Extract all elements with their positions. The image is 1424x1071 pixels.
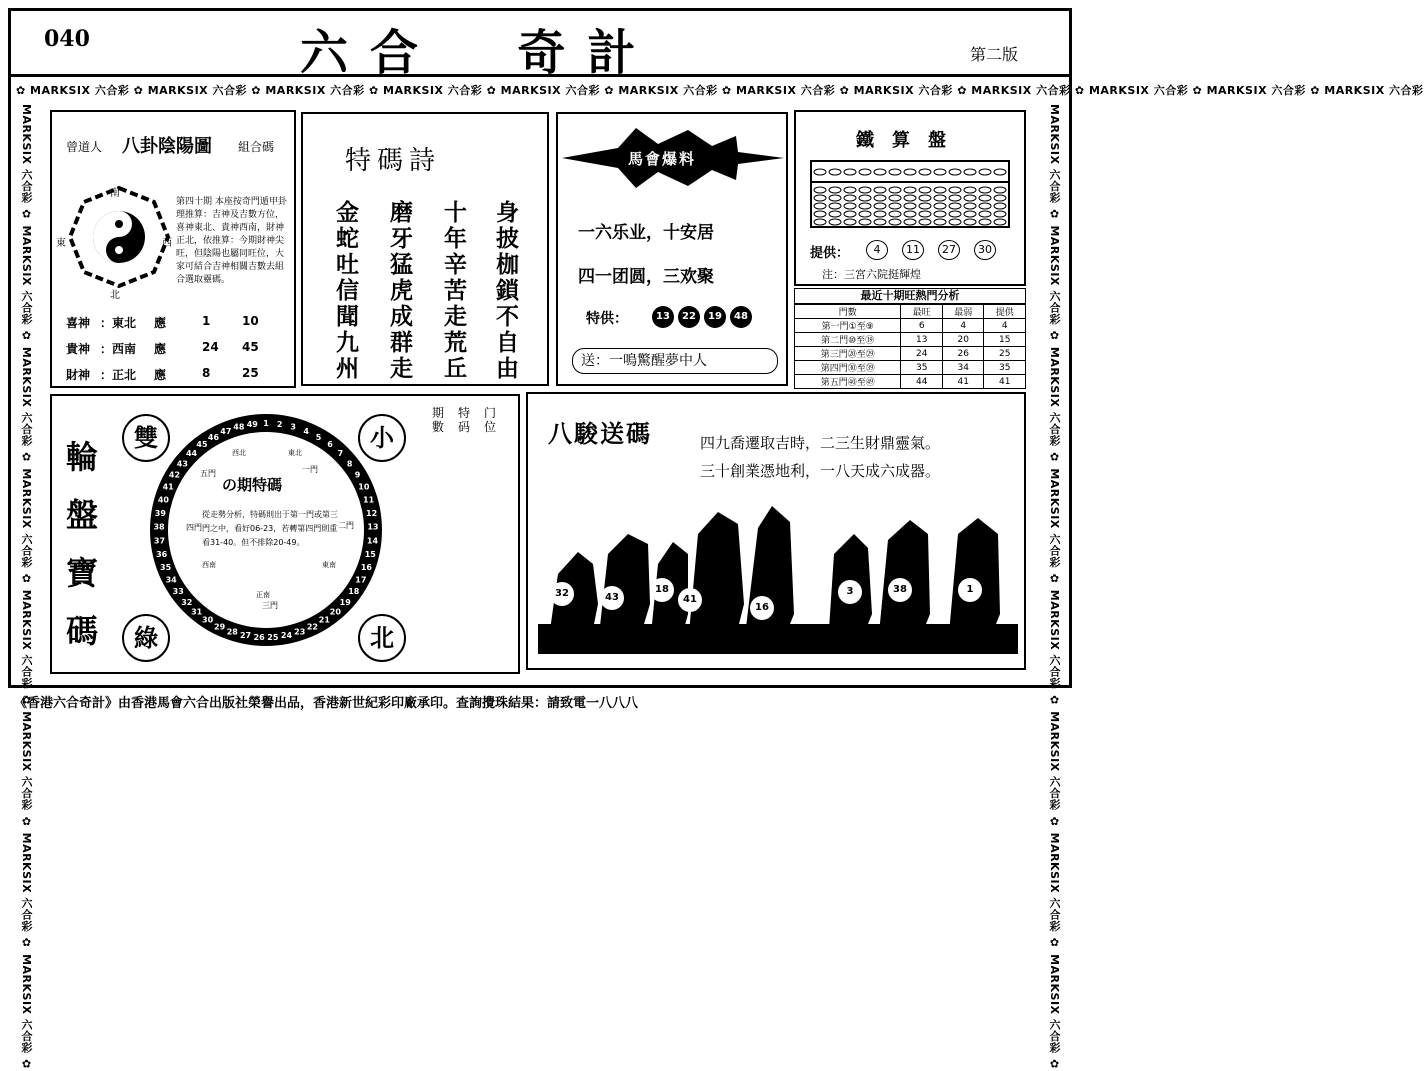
wheel-number: 48 — [233, 422, 245, 432]
footer-text: 《香港六合奇計》由香港馬會六合出版社榮譽出品，香港新世紀彩印廠承印。查詢攪珠結果：請致電一八八八 — [14, 696, 639, 711]
wheel-number: 19 — [339, 597, 351, 607]
bagua-title: 八卦陰陽圖 — [122, 136, 212, 157]
bagua-row — [66, 366, 286, 392]
special-ball: 13 — [652, 306, 674, 328]
wheel-number: 17 — [355, 575, 367, 585]
table-cell: 25 — [984, 347, 1026, 361]
wheel-panel — [50, 394, 520, 674]
wheel-number: 47 — [220, 426, 232, 436]
wheel-center-title: の期特碼 — [222, 476, 283, 494]
right-border-strip: MARKSIX 六合彩 ✿ MARKSIX 六合彩 ✿ MARKSIX 六合彩 ✿ MARKSIX 六合彩 ✿ MARKSIX 六合彩 ✿ MARKSIX 六合彩 ✿ MARKSIX 六合彩 ✿ MARKSIX 六合彩 ✿ — [1048, 104, 1061, 1071]
wheel-number: 23 — [294, 627, 306, 637]
wheel-number: 18 — [348, 587, 360, 597]
abacus-num: 4 — [866, 240, 888, 260]
wheel-number: 22 — [306, 622, 318, 632]
table-cell: 24 — [901, 347, 943, 361]
abacus-num: 27 — [938, 240, 960, 260]
wheel-number: 8 — [346, 459, 353, 469]
table-cell: 第三門⑳至㉙ — [795, 347, 901, 361]
table-header-row — [795, 305, 1026, 319]
horse-number: 43 — [600, 586, 624, 610]
gate-label: 五門 — [200, 469, 216, 478]
bagua-row-yin: 應 — [154, 368, 167, 382]
wheel-header-label: 门 位 — [484, 406, 497, 434]
wheel-number: 21 — [318, 615, 330, 625]
header — [10, 10, 1070, 81]
corner-char-br: 北 — [358, 614, 406, 662]
bagua-panel — [50, 110, 296, 388]
poem-title: 特碼詩 — [345, 146, 442, 176]
table-header-cell: 提供 — [984, 305, 1026, 319]
poem-line-3: 磨牙猛虎成群走 — [386, 200, 413, 382]
wheel-title-char: 寶 — [66, 554, 99, 592]
wheel-number: 38 — [153, 522, 165, 532]
abacus-provide-label: 提供： — [810, 246, 850, 261]
bagua-row-yin: 應 — [154, 342, 167, 356]
table-cell: 13 — [901, 333, 943, 347]
bagua-row-b: 45 — [242, 340, 259, 354]
abacus-panel — [794, 110, 1026, 286]
horse-number: 16 — [750, 596, 774, 620]
poem-line-2: 十年辛苦走荒丘 — [440, 200, 467, 382]
horse-number: 18 — [650, 578, 674, 602]
wheel-number: 13 — [367, 522, 379, 532]
page-title: 六合 奇計 — [300, 25, 658, 81]
corner-char-bl: 綠 — [122, 614, 170, 662]
wheel-number: 7 — [337, 449, 344, 459]
table-cell: 26 — [942, 347, 984, 361]
table-cell: 第五門㊵至㊾ — [795, 375, 901, 389]
wheel-number: 15 — [364, 549, 376, 559]
gate-label: 三門 — [262, 601, 278, 610]
gate-table — [794, 304, 1026, 389]
wheel-title-char: 輪 — [66, 438, 99, 476]
dir-label: 西南 — [202, 561, 216, 569]
wheel-number: 27 — [239, 631, 252, 641]
bagua-row-dir: ：東北 — [100, 316, 137, 330]
wheel-number: 42 — [168, 470, 181, 480]
gate-label: 一門 — [302, 465, 318, 474]
bagua-row-a: 1 — [202, 314, 211, 328]
wheel-number: 4 — [303, 426, 309, 436]
wheel-number: 26 — [253, 632, 265, 642]
horse-tips-panel — [556, 112, 788, 386]
bagua-row-yin: 應 — [154, 316, 167, 330]
gate-table-title: 最近十期旺熱門分析 — [794, 288, 1026, 304]
horses-illustration — [538, 504, 1018, 654]
bagua-row-dir: ：西南 — [100, 342, 137, 356]
bagua-dir-east: 東 — [56, 238, 66, 249]
wheel-number: 24 — [280, 631, 293, 641]
bagua-row-label: 喜神 — [66, 316, 91, 330]
wheel-number: 30 — [202, 615, 214, 625]
wheel-number: 2 — [276, 419, 283, 429]
wheel-number: 3 — [290, 422, 296, 432]
bagua-row-b: 25 — [242, 366, 259, 380]
horse-line-2: 四一团圆，三欢聚 — [578, 267, 714, 287]
table-cell: 41 — [942, 375, 984, 389]
table-row — [795, 375, 1026, 389]
table-cell: 第一門①至⑨ — [795, 319, 901, 333]
table-row — [795, 319, 1026, 333]
special-ball: 22 — [678, 306, 700, 328]
wheel-number: 35 — [160, 562, 172, 572]
table-cell: 35 — [984, 361, 1026, 375]
wheel-number: 49 — [246, 419, 258, 429]
wheel-header-label: 特 码 — [458, 406, 471, 434]
wheel-number: 40 — [157, 495, 169, 505]
bagua-subtitle: 組合碼 — [238, 140, 275, 154]
wheel-number: 5 — [315, 432, 322, 442]
eight-horses-panel — [526, 392, 1026, 670]
corner-char-tr: 小 — [358, 414, 406, 462]
wheel-center-text: 從走勢分析，特碼則出于第一門或第三門之中，看好06-23，若轉第四門則重看31-40。但不排除20-49。 — [202, 510, 338, 547]
bagua-row-b: 10 — [242, 314, 259, 328]
table-cell: 4 — [984, 319, 1026, 333]
wheel-number: 41 — [162, 482, 174, 492]
dir-label: 西北 — [232, 449, 246, 457]
dir-label: 正南 — [256, 591, 270, 599]
abacus-note: 注：三宮六院挺輝煌 — [822, 268, 921, 281]
poem-line-1: 身披枷鎖不自由 — [492, 200, 519, 382]
table-header-cell: 最旺 — [901, 305, 943, 319]
left-border-strip: MARKSIX 六合彩 ✿ MARKSIX 六合彩 ✿ MARKSIX 六合彩 ✿ MARKSIX 六合彩 ✿ MARKSIX 六合彩 ✿ MARKSIX 六合彩 ✿ MARKSIX 六合彩 ✿ MARKSIX 六合彩 ✿ — [20, 104, 33, 1071]
bagua-row-a: 24 — [202, 340, 219, 354]
wheel-number: 45 — [196, 440, 208, 450]
bagua-row — [66, 340, 286, 366]
abacus-num: 11 — [902, 240, 924, 260]
special-ball: 48 — [730, 306, 752, 328]
bagua-description: 第四十期 本座按奇門遁甲卦理推算：吉神及吉數方位，喜神東北、貴神西南，財神正北，依推算：今期財神尖旺，但陰陽也屬同旺位，大家可結合吉神相關吉數去組合選取靈碼。 — [176, 197, 287, 285]
bagua-dir-west: 西 — [162, 238, 172, 249]
bagua-row-label: 貴神 — [66, 342, 91, 356]
gate-label: 二門 — [338, 521, 354, 530]
eight-horses-line-1: 四九喬遷取吉時，二三生財鼎靈氣。 — [700, 434, 941, 452]
table-cell: 6 — [901, 319, 943, 333]
wheel-number: 33 — [172, 587, 184, 597]
table-cell: 34 — [942, 361, 984, 375]
bagua-author: 曾道人 — [66, 140, 103, 154]
table-row — [795, 347, 1026, 361]
wheel-header-label: 期 數 — [432, 406, 445, 434]
horse-number: 41 — [678, 588, 702, 612]
bagua-row — [66, 314, 286, 340]
poem-panel — [301, 112, 549, 386]
wheel-number: 20 — [329, 607, 341, 617]
issue-number: 040 — [44, 26, 90, 52]
bagua-row-a: 8 — [202, 366, 211, 380]
bagua-dir-north: 北 — [110, 290, 120, 301]
horse-number: 1 — [958, 578, 982, 602]
table-cell: 41 — [984, 375, 1026, 389]
edition-label: 第二版 — [970, 45, 1019, 64]
wheel-number: 44 — [185, 449, 198, 459]
table-cell: 第四門㉚至㊴ — [795, 361, 901, 375]
horse-number: 38 — [888, 578, 912, 602]
wheel-number: 31 — [191, 607, 203, 617]
horse-line-1: 一六乐业，十安居 — [578, 223, 714, 243]
wheel-number: 39 — [154, 508, 166, 518]
bagua-row-label: 財神 — [66, 368, 91, 382]
table-cell: 20 — [942, 333, 984, 347]
horse-badge: 馬會爆料 — [628, 150, 697, 168]
send-line: 送：一鳴驚醒夢中人 — [572, 348, 778, 374]
wheel-number: 32 — [181, 597, 193, 607]
wheel-title-char: 盤 — [66, 496, 99, 534]
dir-label: 東北 — [288, 449, 302, 457]
wheel-number: 37 — [153, 536, 166, 546]
eight-horses-line-2: 三十創業憑地利，一八天成六成器。 — [700, 462, 941, 480]
wheel-number: 16 — [360, 562, 372, 572]
table-row — [795, 333, 1026, 347]
wheel-number: 6 — [327, 440, 333, 450]
wheel-number: 43 — [176, 459, 188, 469]
wheel-number: 12 — [366, 508, 378, 518]
corner-char-tl: 雙 — [122, 414, 170, 462]
wheel-number: 1 — [263, 419, 269, 428]
dir-label: 東南 — [322, 561, 336, 569]
bagua-row-dir: ：正北 — [100, 368, 137, 382]
gate-label: 四門 — [186, 523, 202, 532]
poem-line-4: 金蛇吐信聞九州 — [332, 200, 359, 382]
wheel-number: 29 — [214, 622, 226, 632]
horse-number: 3 — [838, 580, 862, 604]
bagua-rows — [66, 314, 286, 392]
wheel-title-char: 碼 — [66, 612, 99, 650]
bagua-dir-south: 南 — [110, 188, 120, 199]
table-cell: 第二門⑩至⑲ — [795, 333, 901, 347]
gate-table-panel — [794, 288, 1026, 386]
table-cell: 15 — [984, 333, 1026, 347]
wheel-number: 25 — [267, 632, 279, 642]
eight-horses-title: 八駿送碼 — [548, 419, 652, 448]
horse-number: 32 — [550, 582, 574, 606]
wheel-number: 36 — [156, 549, 168, 559]
abacus-icon — [810, 160, 1010, 228]
special-label: 特供： — [586, 311, 628, 327]
wheel-number: 14 — [366, 536, 379, 546]
wheel-number: 46 — [207, 432, 220, 442]
table-row — [795, 361, 1026, 375]
wheel-number: 11 — [363, 495, 375, 505]
top-border-strip: ✿ MARKSIX 六合彩 ✿ MARKSIX 六合彩 ✿ MARKSIX 六合彩 ✿ MARKSIX 六合彩 ✿ MARKSIX 六合彩 ✿ MARKSIX 六合彩 ✿ MARKSIX 六合彩 ✿ MARKSIX 六合彩 ✿ MARKSIX 六合彩 ✿ MARKSIX 六合彩 ✿ MARKSIX 六合彩 ✿ MARKSIX 六合彩 — [16, 84, 1424, 97]
table-header-cell: 最弱 — [942, 305, 984, 319]
wheel-number: 10 — [358, 482, 370, 492]
special-ball: 19 — [704, 306, 726, 328]
wheel-number: 34 — [165, 575, 177, 585]
table-cell: 4 — [942, 319, 984, 333]
table-header-cell: 門數 — [795, 305, 901, 319]
wheel-number: 9 — [354, 470, 361, 480]
abacus-title: 鐵算盤 — [856, 130, 964, 151]
table-cell: 35 — [901, 361, 943, 375]
table-cell: 44 — [901, 375, 943, 389]
abacus-num: 30 — [974, 240, 996, 260]
wheel-number: 28 — [226, 627, 238, 637]
